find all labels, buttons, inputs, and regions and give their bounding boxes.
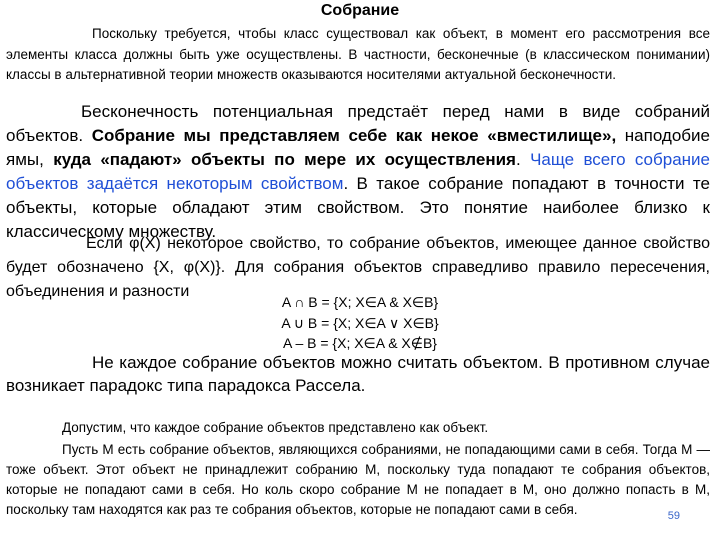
slide-title: Собрание (320, 2, 400, 19)
paragraph-proof-m: Пусть M есть собрание объектов, являющихся собраниями, не попадающими сами в себя. Тогда M — тоже объект. Этот объект не принадлежит собранию M, поскольку туда попадают те собрания объектов, которые не попадают сами в себя. Но коль скоро собрание M не попадает в M, оно должно попасть в M, поскольку там находятся как раз те собрания объектов, которые не попадают сами в себя. (6, 442, 710, 517)
paragraph-assumption: Допустим, что каждое собрание объектов представлено как объект. (62, 420, 489, 435)
paragraph-property-notation: Если φ(X) некоторое свойство, то собрание объектов, имеющее данное свойство будет обозначено {X, φ(X)}. Для собрания объектов справедливо правило пересечения, объединения и разности (6, 235, 710, 300)
p2-sentence-1: Бесконечность потенциальная предстаёт перед нами в виде собраний объектов. (6, 102, 710, 145)
p2-bold-falling-objects: куда «падают» объекты по мере их осуществления (53, 150, 516, 169)
paragraph-class-as-object: Поскольку требуется, чтобы класс существовал как объект, в момент его рассмотрения все элементы класса должны быть уже осуществлены. В частности, бесконечные (в классическом понимании) классы в альтернативной теории множеств оказываются носителями актуальной бесконечности. (6, 26, 710, 82)
p2-blue-property-definition: Чаще всего собрание объектов задаётся некоторым свойством (6, 150, 710, 193)
p2-pit-phrase: наподобие ямы, (6, 126, 710, 169)
formula-union: A ∪ B = {X; X∈A ∨ X∈B} (281, 314, 439, 331)
set-operation-formulas (0, 292, 720, 354)
paragraph-russell-paradox: Не каждое собрание объектов можно считать объектом. В противном случае возникает парадокс типа парадокса Рассела. (6, 353, 710, 395)
formula-intersection: A ∩ B = {X; X∈A & X∈B} (281, 294, 439, 310)
p2-bold-container: Собрание мы представляем себе как некое «вместилище», (91, 126, 617, 145)
paragraph-potential-infinity (6, 100, 710, 244)
p2-period: . (515, 150, 521, 169)
p2-closing-sentences: . В такое собрание попадают в точности те объекты, которые обладают этим свойством. Это понятие наиболее близко к классическому множеству. (6, 174, 710, 241)
formula-difference: A – B = {X; X∈A & X∉B} (283, 335, 437, 351)
page-number: 59 (667, 510, 680, 522)
